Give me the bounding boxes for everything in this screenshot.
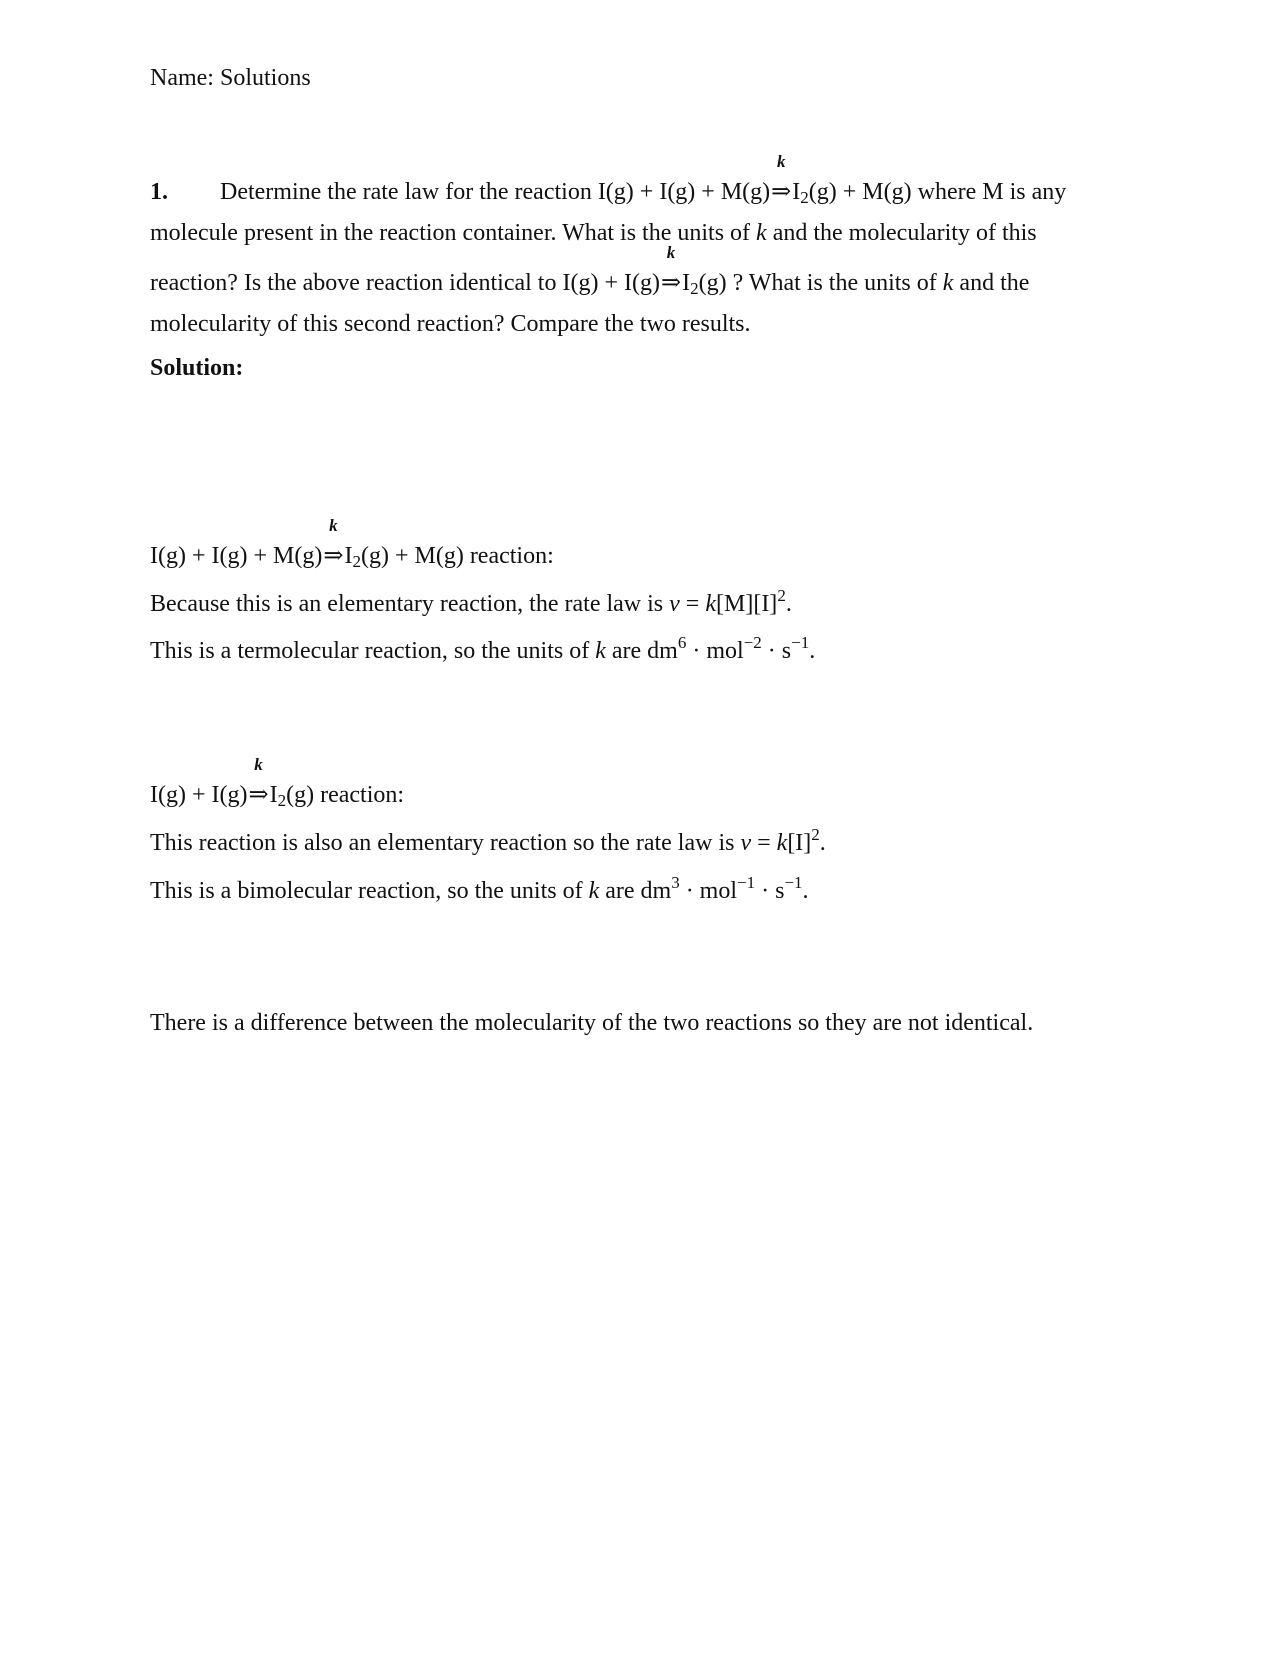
k-symbol: k bbox=[756, 220, 767, 246]
units-expression: $dm^6 \cdot mol^{-2} \cdot s^{-1}$. bbox=[647, 633, 816, 664]
arrow-icon: k ⇒ bbox=[771, 152, 792, 205]
part2-rate-law: This reaction is also an elementary reaction so the rate law is $v = k[I]^2$. bbox=[150, 825, 826, 856]
part1-title: I(g) + I(g) + M(g) k $\Rightarrow I_2(g) + M(g)$ reaction: bbox=[150, 516, 554, 571]
k-symbol: k bbox=[942, 270, 954, 296]
termolecular-equation: I(g) + I(g) + M(g) k $\Rightarrow I_2(g) + M(g)$ bbox=[597, 152, 912, 207]
part2-title: I(g) + I(g) k $\Rightarrow I_2(g)$ reaction: bbox=[150, 755, 405, 810]
termolecular-equation: I(g) + I(g) + M(g) k $\Rightarrow I_2(g) + M(g)$ bbox=[150, 516, 464, 571]
question-line1-prefix: Determine the rate law for the reaction bbox=[220, 179, 592, 205]
question-line1-suffix: where M is any bbox=[917, 179, 1067, 205]
question-line-3: reaction? Is the above reaction identical to I(g) + I(g) k $\Rightarrow I_2(g)$ ? What is the units of k and the bbox=[150, 243, 1030, 298]
bimolecular-equation-inline: I(g) + I(g) k $\Rightarrow I_2(g)$ bbox=[562, 243, 727, 298]
rate-law-expression: $v = k[M][I]^2$. bbox=[669, 586, 792, 617]
solution-heading: Solution: bbox=[150, 355, 244, 381]
bimolecular-equation: I(g) + I(g) k $\Rightarrow I_2(g)$ bbox=[150, 755, 315, 810]
arrow-icon: k ⇒ bbox=[323, 516, 344, 569]
part1-rate-law: Because this is an elementary reaction, the rate law is $v = k[M][I]^2$. bbox=[150, 586, 792, 617]
question-line-2: molecule present in the reaction container. What is the units of k and the molecularity of this bbox=[150, 220, 1037, 246]
question-line-4: molecularity of this second reaction? Compare the two results. bbox=[150, 311, 751, 337]
arrow-icon: k ⇒ bbox=[660, 243, 682, 296]
part1-units: This is a termolecular reaction, so the units of k are $dm^6 \cdot mol^{-2} \cdot s^{-1}$. bbox=[150, 633, 816, 664]
rate-constant-label: k bbox=[776, 152, 786, 171]
question-number: 1. bbox=[150, 179, 168, 205]
part2-units: This is a bimolecular reaction, so the units of k are $dm^3 \cdot mol^{-1} \cdot s^{-1}$. bbox=[150, 873, 809, 904]
name-header: Name: Solutions bbox=[150, 65, 311, 91]
units-expression: $dm^3 \cdot mol^{-1} \cdot s^{-1}$. bbox=[640, 873, 809, 904]
arrow-icon: k ⇒ bbox=[248, 755, 269, 808]
rate-law-expression: $v = k[I]^2$. bbox=[740, 825, 826, 856]
question-line-1 bbox=[150, 152, 1067, 207]
conclusion: There is a difference between the molecularity of the two reactions so they are not identical. bbox=[150, 1010, 1034, 1036]
